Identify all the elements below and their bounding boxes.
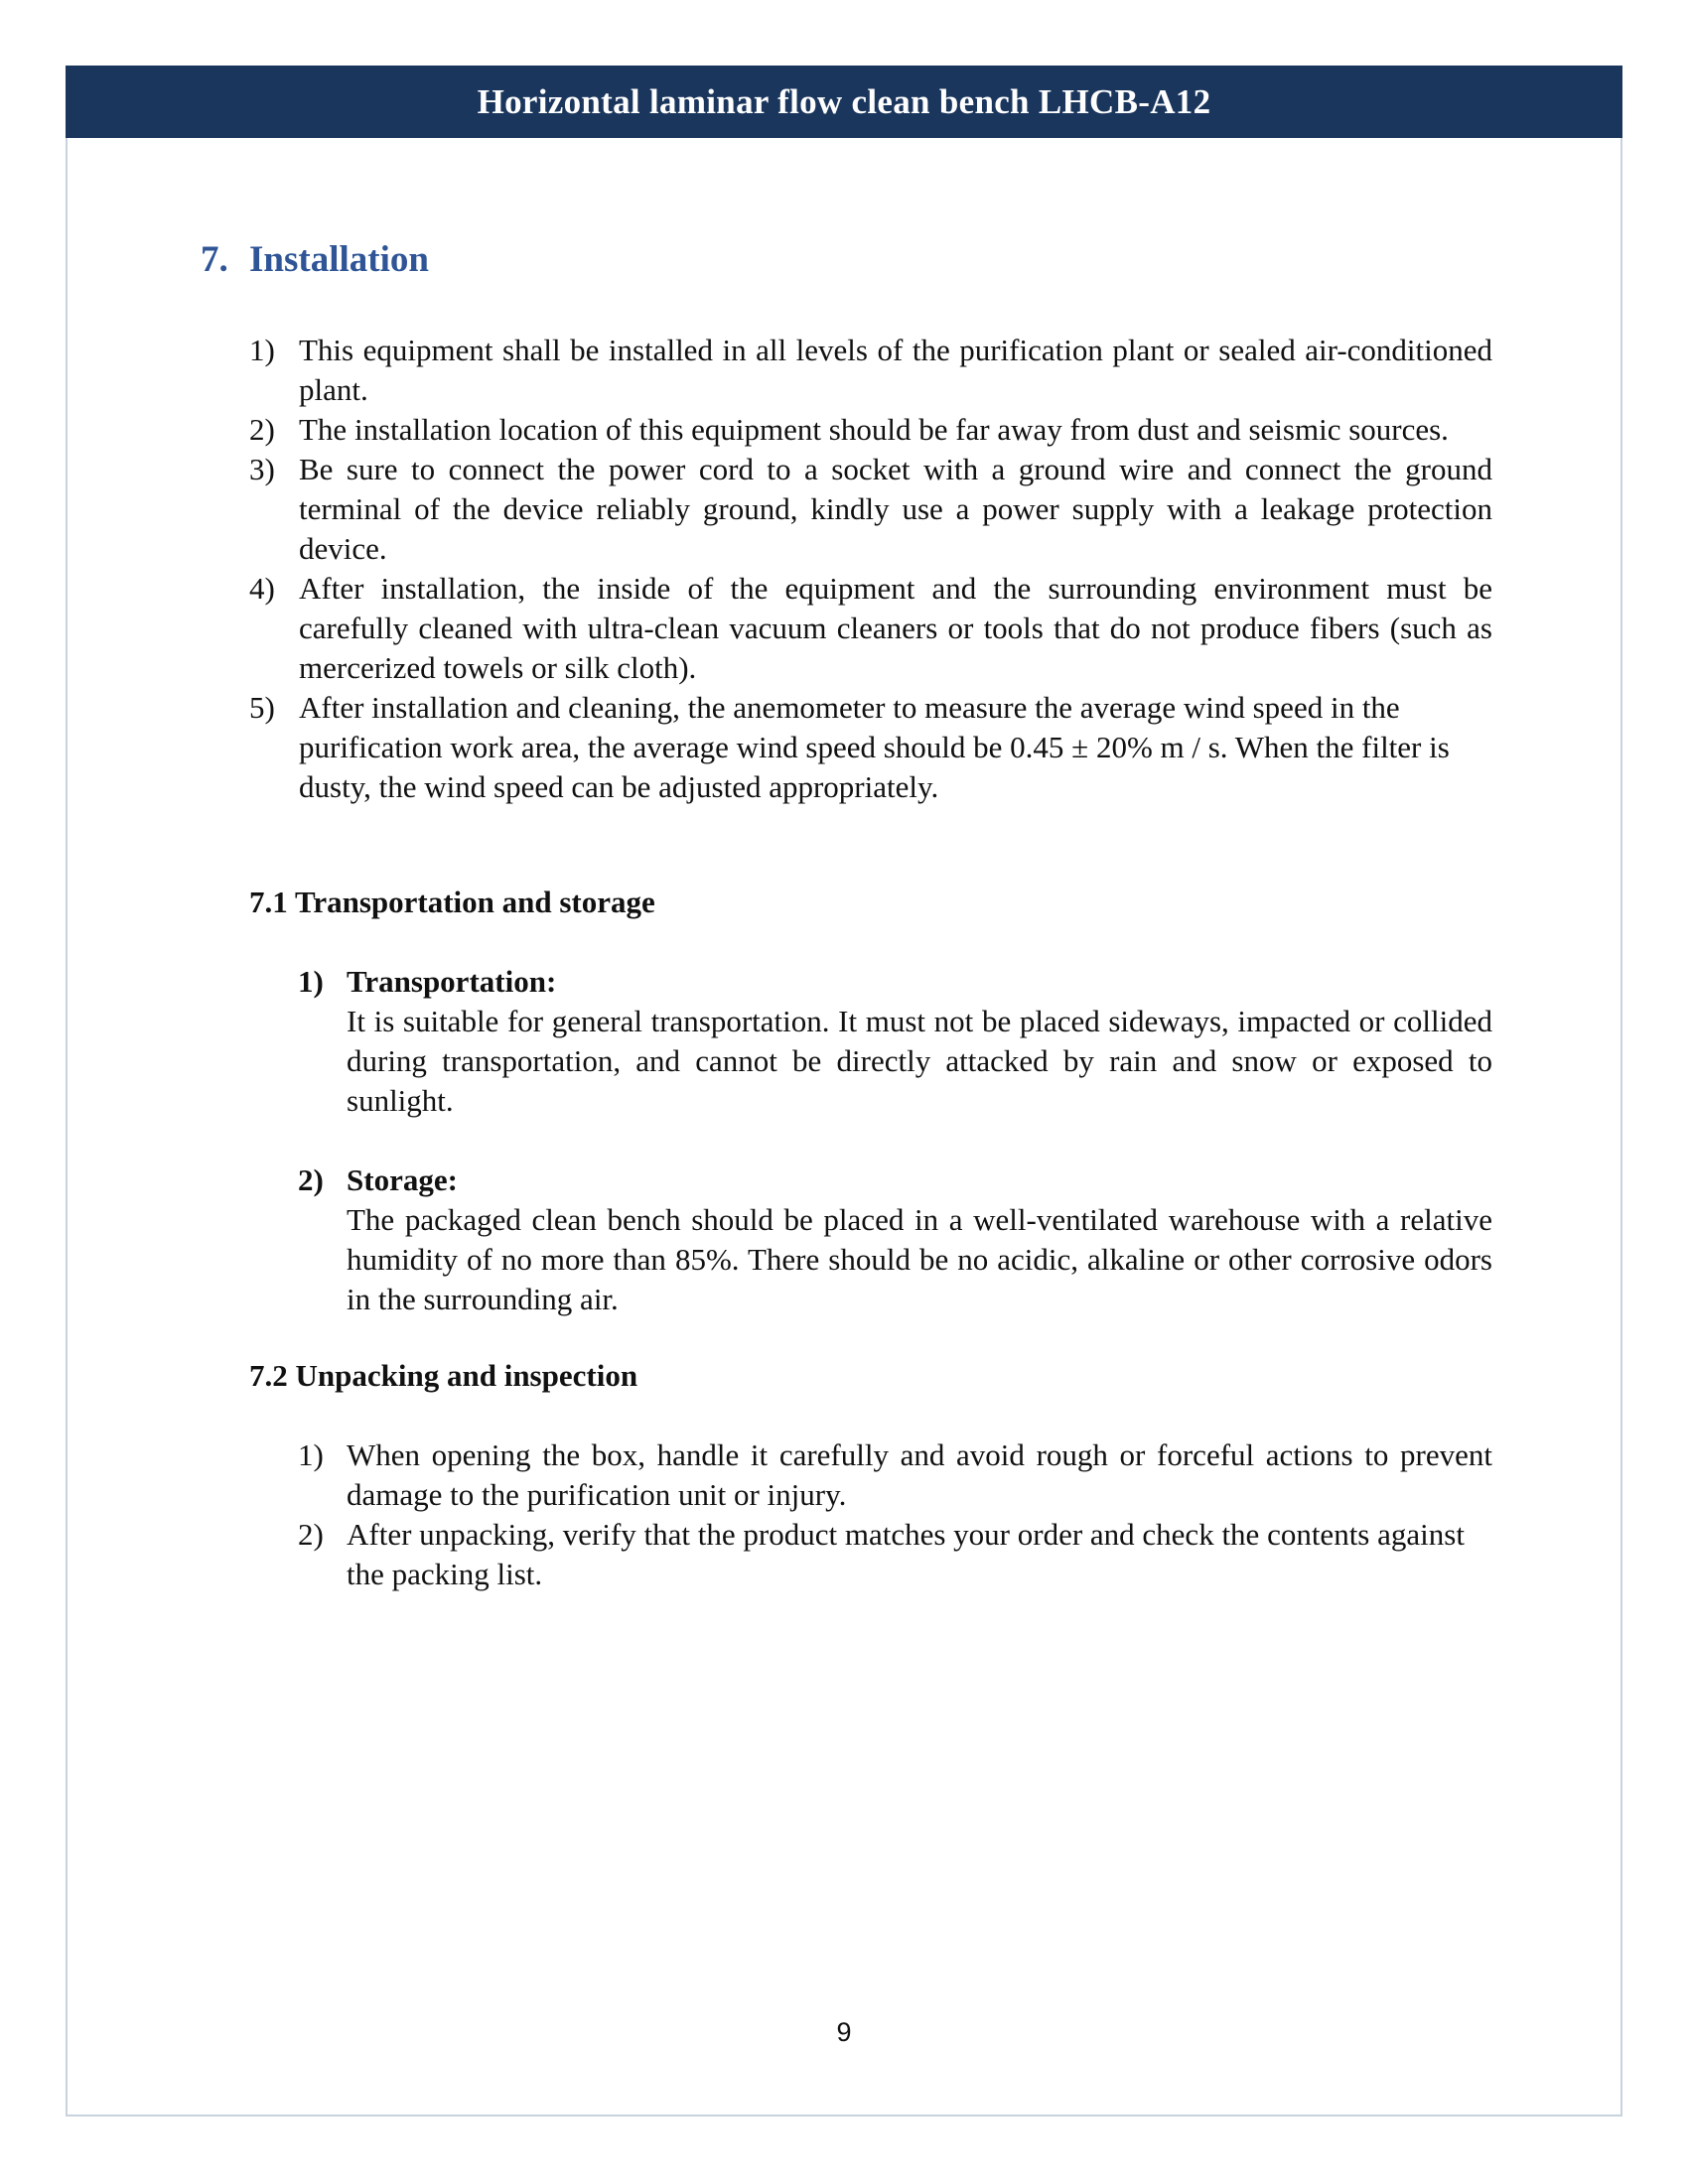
storage-block xyxy=(298,1160,1492,1319)
list-item-text: This equipment shall be installed in all levels of the purification plant or sealed air-conditioned plant. xyxy=(299,333,1492,407)
list-item xyxy=(249,410,1492,450)
storage-text: The packaged clean bench should be placed in a well-ventilated warehouse with a relative humidity of no more than 85%. There should be no acidic, alkaline or other corrosive odors in the surrounding air. xyxy=(347,1202,1492,1316)
list-item xyxy=(298,1435,1492,1515)
section-heading xyxy=(201,238,429,281)
list-marker: 2) xyxy=(249,412,275,447)
list-marker: 1) xyxy=(249,333,275,367)
list-item-text: The installation location of this equipment should be far away from dust and seismic sources. xyxy=(299,412,1449,447)
section-number: 7. xyxy=(201,239,228,280)
list-marker: 1) xyxy=(298,1437,324,1472)
transportation-block xyxy=(298,962,1492,1121)
list-marker: 1) xyxy=(298,964,324,999)
list-item xyxy=(249,331,1492,410)
subsection-heading-transport-storage: 7.1 Transportation and storage xyxy=(249,885,655,919)
list-item-text: Be sure to connect the power cord to a socket with a ground wire and connect the ground terminal of the device reliably ground, kindly use a power supply with a leakage protection device. xyxy=(299,452,1492,566)
page-number: 9 xyxy=(836,2017,852,2047)
list-item-text: After installation and cleaning, the anemometer to measure the average wind speed in the purification work area, the average wind speed should be 0.45 ± 20% m / s. When the filter is dusty, the wind speed can be adjusted appropriately. xyxy=(299,690,1450,804)
list-item xyxy=(298,1515,1492,1594)
list-item-text: When opening the box, handle it carefully and avoid rough or forceful actions to prevent damage to the purification unit or injury. xyxy=(347,1437,1492,1512)
list-marker: 5) xyxy=(249,690,275,725)
subsection-heading-unpacking: 7.2 Unpacking and inspection xyxy=(249,1358,638,1393)
list-marker: 4) xyxy=(249,571,275,606)
list-item xyxy=(249,450,1492,569)
list-item-text: After unpacking, verify that the product matches your order and check the contents against the packing list. xyxy=(347,1517,1465,1591)
list-item xyxy=(249,688,1492,807)
transportation-heading xyxy=(298,962,1492,1002)
transportation-title: Transportation: xyxy=(347,964,557,999)
unpacking-list xyxy=(298,1435,1492,1594)
installation-list xyxy=(249,331,1492,807)
section-title: Installation xyxy=(249,239,429,280)
document-header xyxy=(66,66,1622,138)
transportation-text: It is suitable for general transportation. It must not be placed sideways, impacted or collided during transportation, and cannot be directly attacked by rain and snow or exposed to sunlight. xyxy=(347,1004,1492,1118)
storage-title: Storage: xyxy=(347,1162,458,1197)
document-title: Horizontal laminar flow clean bench LHCB-A12 xyxy=(477,81,1211,121)
storage-heading xyxy=(298,1160,1492,1200)
list-item xyxy=(249,569,1492,688)
list-item-text: After installation, the inside of the equipment and the surrounding environment must be carefully cleaned with ultra-clean vacuum cleaners or tools that do not produce fibers (such as mercerized towels or silk cloth). xyxy=(299,571,1492,685)
list-marker: 2) xyxy=(298,1162,324,1197)
list-marker: 2) xyxy=(298,1517,324,1552)
list-marker: 3) xyxy=(249,452,275,486)
